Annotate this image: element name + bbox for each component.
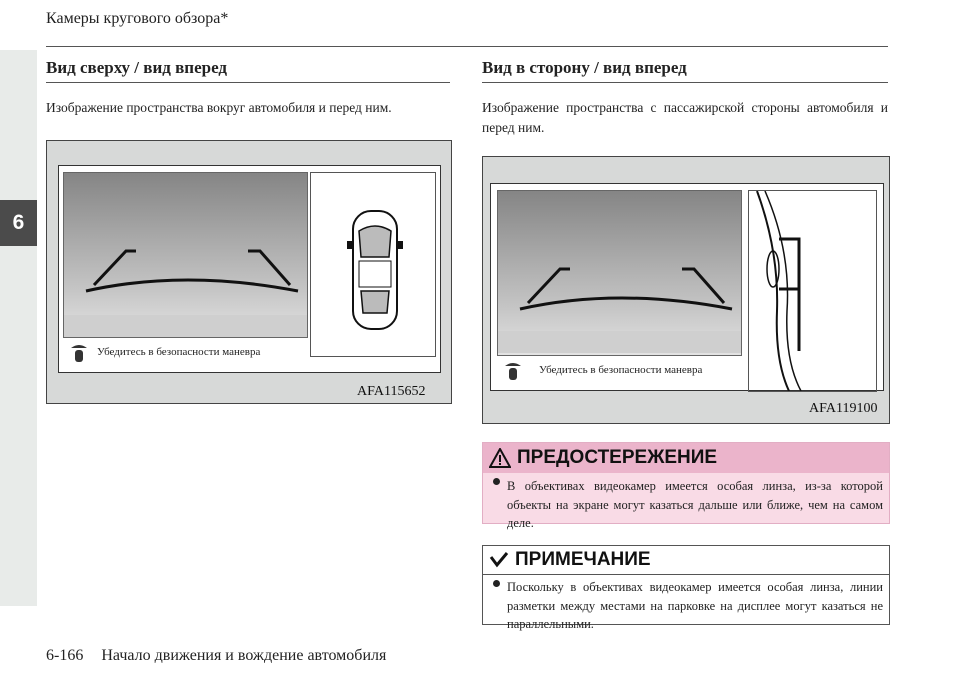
note-heading: ПРИМЕЧАНИЕ — [515, 549, 651, 570]
left-safety-warning: Убедитесь в безопасности маневра — [97, 346, 261, 358]
caution-heading-row — [483, 443, 889, 473]
right-section-text: Изображение пространства с пассажирской стороны автомобиля и перед ним. — [482, 100, 888, 135]
header-divider — [46, 46, 888, 47]
page-footer — [46, 647, 386, 665]
right-figure — [482, 156, 890, 424]
left-figure-code: AFA115652 — [357, 384, 426, 399]
right-safety-warning: Убедитесь в безопасности маневра — [539, 364, 703, 376]
bullet-icon — [493, 580, 500, 587]
right-guide-lines — [498, 191, 741, 355]
caution-item — [483, 473, 889, 533]
right-display-screen — [490, 183, 884, 391]
side-camera-view-icon — [749, 191, 876, 391]
note-heading-row — [483, 546, 889, 575]
right-section-divider — [482, 82, 888, 83]
note-text: Поскольку в объективах видеокамер имеется особая линза, линии разметки между местами на парковке на дисплее могут казаться не параллельными. — [507, 580, 883, 631]
left-front-camera-view — [63, 172, 308, 338]
left-camera-warning-icon — [71, 342, 87, 364]
left-display-screen — [58, 165, 441, 373]
left-guide-lines — [64, 173, 307, 337]
bullet-icon — [493, 478, 500, 485]
left-figure — [46, 140, 452, 404]
left-section-divider — [46, 82, 450, 83]
caution-heading: ПРЕДОСТЕРЕЖЕНИЕ — [517, 447, 718, 468]
note-item — [483, 575, 889, 634]
car-top-view-icon — [311, 173, 435, 356]
left-section-title: Вид сверху / вид вперед — [46, 58, 228, 77]
caution-text: В объективах видеокамер имеется особая линза, из-за которой объекты на экране могут казаться дальше или ближе, чем на самом деле. — [507, 479, 883, 530]
footer-chapter-title: Начало движения и вождение автомобиля — [101, 647, 387, 664]
right-section-title: Вид в сторону / вид вперед — [482, 58, 687, 77]
page-number: 6-166 — [46, 647, 84, 664]
left-top-view — [310, 172, 436, 357]
right-front-camera-view — [497, 190, 742, 356]
right-camera-warning-icon — [505, 360, 521, 382]
right-figure-code: AFA119100 — [809, 401, 878, 416]
checkmark-note-icon — [489, 551, 509, 569]
caution-box — [482, 442, 890, 530]
chapter-tab: 6 — [0, 200, 37, 246]
warning-triangle-icon — [489, 448, 511, 468]
page-header-title: Камеры кругового обзора* — [46, 10, 229, 27]
left-section-text: Изображение пространства вокруг автомобиля и перед ним. — [46, 100, 392, 115]
chapter-sidebar — [0, 50, 37, 606]
note-box — [482, 545, 890, 631]
right-side-view — [748, 190, 877, 392]
